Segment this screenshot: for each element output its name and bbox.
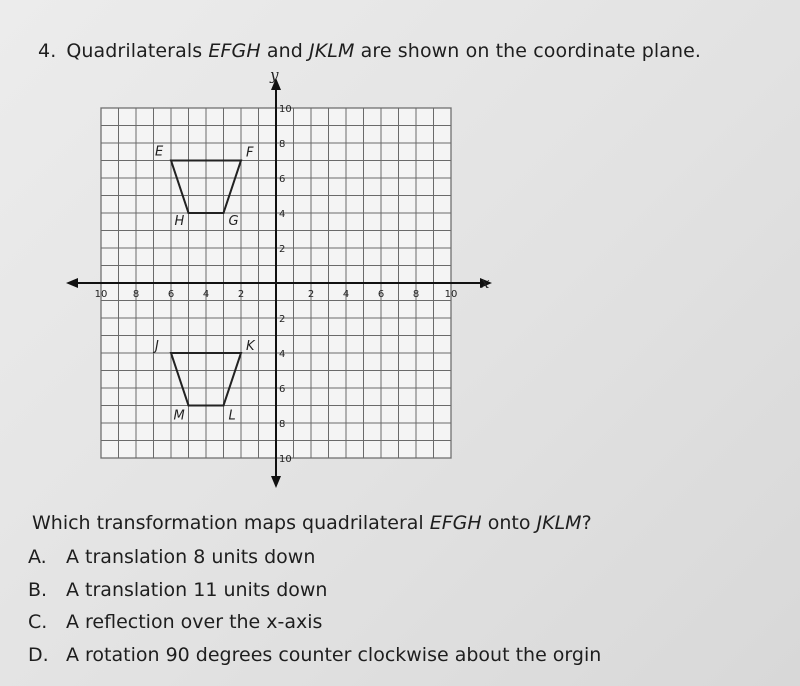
y-tick-label: 2 <box>279 314 286 325</box>
vertex-label-j: J <box>155 339 159 354</box>
y-axis-bottom-arrow <box>271 476 281 488</box>
x-tick-label: 10 <box>444 289 458 300</box>
x-tick-label: 8 <box>132 289 140 300</box>
x-tick-label: 2 <box>307 289 315 300</box>
prompt-mid: onto <box>481 512 537 534</box>
vertex-label-g: G <box>228 214 239 229</box>
y-tick-label: 4 <box>279 349 286 360</box>
prompt-shape-jklm: JKLM <box>536 512 582 534</box>
x-tick-label: 10 <box>94 289 108 300</box>
prompt-shape-efgh: EFGH <box>429 512 482 534</box>
vertex-label-f: F <box>246 145 254 161</box>
vertex-label-h: H <box>174 214 185 229</box>
choice-d[interactable] <box>28 639 601 672</box>
vertex-label-e: E <box>155 144 164 160</box>
choice-c[interactable] <box>28 606 601 639</box>
x-axis-label: x <box>481 274 490 292</box>
x-tick-label: 6 <box>377 289 385 300</box>
y-tick-label: 8 <box>279 419 286 430</box>
choice-d-text: A rotation 90 degrees counter clockwise about the orgin <box>66 643 602 666</box>
shape-name-jklm: JKLM <box>309 40 355 62</box>
choice-b-letter: B. <box>28 578 48 601</box>
y-tick-label: 2 <box>279 244 286 255</box>
vertex-label-m: M <box>173 408 185 424</box>
question-prompt <box>32 512 592 534</box>
choice-d-letter: D. <box>28 643 49 666</box>
prompt-before: Which transformation maps quadrilateral <box>32 512 430 534</box>
choice-a-text: A translation 8 units down <box>66 546 316 568</box>
x-tick-label: 4 <box>342 289 350 300</box>
question-text-mid: and <box>260 40 310 62</box>
x-tick-label: 4 <box>202 289 210 300</box>
vertex-label-l: L <box>228 408 236 424</box>
y-axis-label: y <box>270 66 279 84</box>
choice-b-text: A translation 11 units down <box>66 578 328 601</box>
question-text-before: Quadrilaterals <box>66 40 209 62</box>
question-text-after: are shown on the coordinate plane. <box>354 40 702 62</box>
choice-b[interactable] <box>28 574 601 607</box>
shape-name-efgh: EFGH <box>208 40 261 62</box>
question-number: 4. <box>38 40 57 62</box>
choice-a-letter: A. <box>28 546 47 568</box>
y-tick-label: 6 <box>279 384 286 395</box>
choice-a[interactable] <box>28 541 601 574</box>
y-tick-label: 10 <box>279 104 292 115</box>
choice-c-letter: C. <box>28 611 48 633</box>
x-tick-label: 6 <box>167 289 175 300</box>
y-tick-label: 6 <box>279 174 286 185</box>
prompt-after: ? <box>581 512 592 534</box>
vertex-label-k: K <box>246 339 255 354</box>
x-tick-label: 2 <box>237 289 245 300</box>
y-tick-label: 4 <box>279 209 286 220</box>
y-tick-label: 8 <box>279 139 286 150</box>
x-tick-label: 8 <box>412 289 420 300</box>
answer-choices <box>28 541 601 671</box>
choice-c-text: A reflection over the x-axis <box>66 611 323 633</box>
x-axis-left-arrow <box>66 278 78 288</box>
y-tick-label: 10 <box>279 454 292 465</box>
